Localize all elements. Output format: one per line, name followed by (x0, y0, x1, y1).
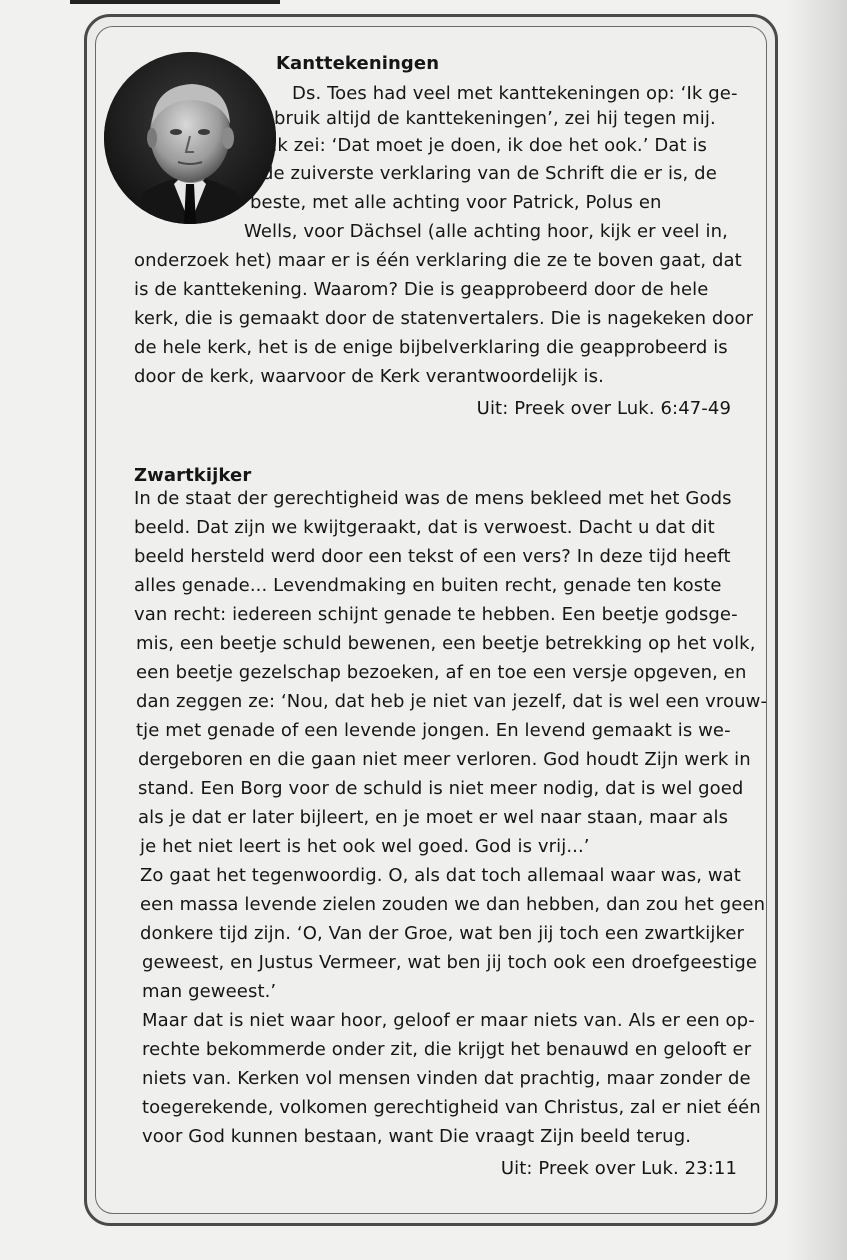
body-line: Maar dat is niet waar hoor, geloof er maar niets van. Als er een op- (142, 1010, 755, 1031)
body-line: geweest, en Justus Vermeer, wat ben jij toch ook een droefgeestige (142, 952, 758, 973)
body-line: de zuiverste verklaring van de Schrift die er is, de (262, 163, 717, 184)
body-line: bruik altijd de kanttekeningen’, zei hij tegen mij. (274, 108, 716, 129)
body-line: Ik zei: ‘Dat moet je doen, ik doe het ook.’ Dat is (272, 135, 708, 156)
body-line: man geweest.’ (142, 981, 277, 1002)
body-line: als je dat er later bijleert, en je moet er wel naar staan, maar als (138, 807, 729, 828)
body-line: Zo gaat het tegenwoordig. O, als dat toch allemaal waar was, wat (140, 865, 741, 886)
body-line: In de staat der gerechtigheid was de mens bekleed met het Gods (134, 488, 732, 509)
body-line: is de kanttekening. Waarom? Die is geapprobeerd door de hele (134, 279, 709, 300)
section-heading-zwartkijker: Zwartkijker (134, 465, 252, 486)
body-line: stand. Een Borg voor de schuld is niet meer nodig, dat is wel goed (138, 778, 744, 799)
top-rule (70, 0, 280, 4)
body-line: mis, een beetje schuld bewenen, een beetje betrekking op het volk, (136, 633, 756, 654)
body-line: tje met genade of een levende jongen. En levend gemaakt is we- (136, 720, 731, 741)
body-line: dan zeggen ze: ‘Nou, dat heb je niet van jezelf, dat is wel een vrouw- (136, 691, 768, 712)
body-line: onderzoek het) maar er is één verklaring die ze te boven gaat, dat (134, 250, 742, 271)
body-line: Ds. Toes had veel met kanttekeningen op: ‘Ik ge- (292, 83, 738, 104)
page-edge-shadow (787, 0, 847, 1260)
body-line: Wells, voor Dächsel (alle achting hoor, kijk er veel in, (244, 221, 728, 242)
body-line: donkere tijd zijn. ‘O, Van der Groe, wat ben jij toch een zwartkijker (140, 923, 745, 944)
body-line: je het niet leert is het ook wel goed. God is vrij...’ (140, 836, 590, 857)
body-line: dergeboren en die gaan niet meer verloren. God houdt Zijn werk in (138, 749, 751, 770)
source-citation: Uit: Preek over Luk. 6:47-49 (476, 398, 731, 419)
section-heading-kanttekeningen: Kanttekeningen (276, 53, 440, 74)
body-line: beeld hersteld werd door een tekst of een vers? In deze tijd heeft (134, 546, 731, 567)
body-line: een massa levende zielen zouden we dan hebben, dan zou het geen (140, 894, 766, 915)
body-line: alles genade... Levendmaking en buiten recht, genade ten koste (134, 575, 722, 596)
source-citation: Uit: Preek over Luk. 23:11 (500, 1158, 737, 1179)
body-line: de hele kerk, het is de enige bijbelverklaring die geapprobeerd is (134, 337, 728, 358)
body-line: toegerekende, volkomen gerechtigheid van Christus, zal er niet één (142, 1097, 761, 1118)
body-line: beste, met alle achting voor Patrick, Polus en (250, 192, 662, 213)
body-line: een beetje gezelschap bezoeken, af en toe een versje opgeven, en (136, 662, 747, 683)
body-line: beeld. Dat zijn we kwijtgeraakt, dat is verwoest. Dacht u dat dit (134, 517, 715, 538)
body-line: niets van. Kerken vol mensen vinden dat prachtig, maar zonder de (142, 1068, 751, 1089)
body-line: voor God kunnen bestaan, want Die vraagt Zijn beeld terug. (142, 1126, 692, 1147)
body-line: rechte bekommerde onder zit, die krijgt het benauwd en gelooft er (142, 1039, 752, 1060)
body-line: kerk, die is gemaakt door de statenvertalers. Die is nagekeken door (134, 308, 754, 329)
body-line: door de kerk, waarvoor de Kerk verantwoordelijk is. (134, 366, 604, 387)
body-line: van recht: iedereen schijnt genade te hebben. Een beetje godsge- (134, 604, 738, 625)
